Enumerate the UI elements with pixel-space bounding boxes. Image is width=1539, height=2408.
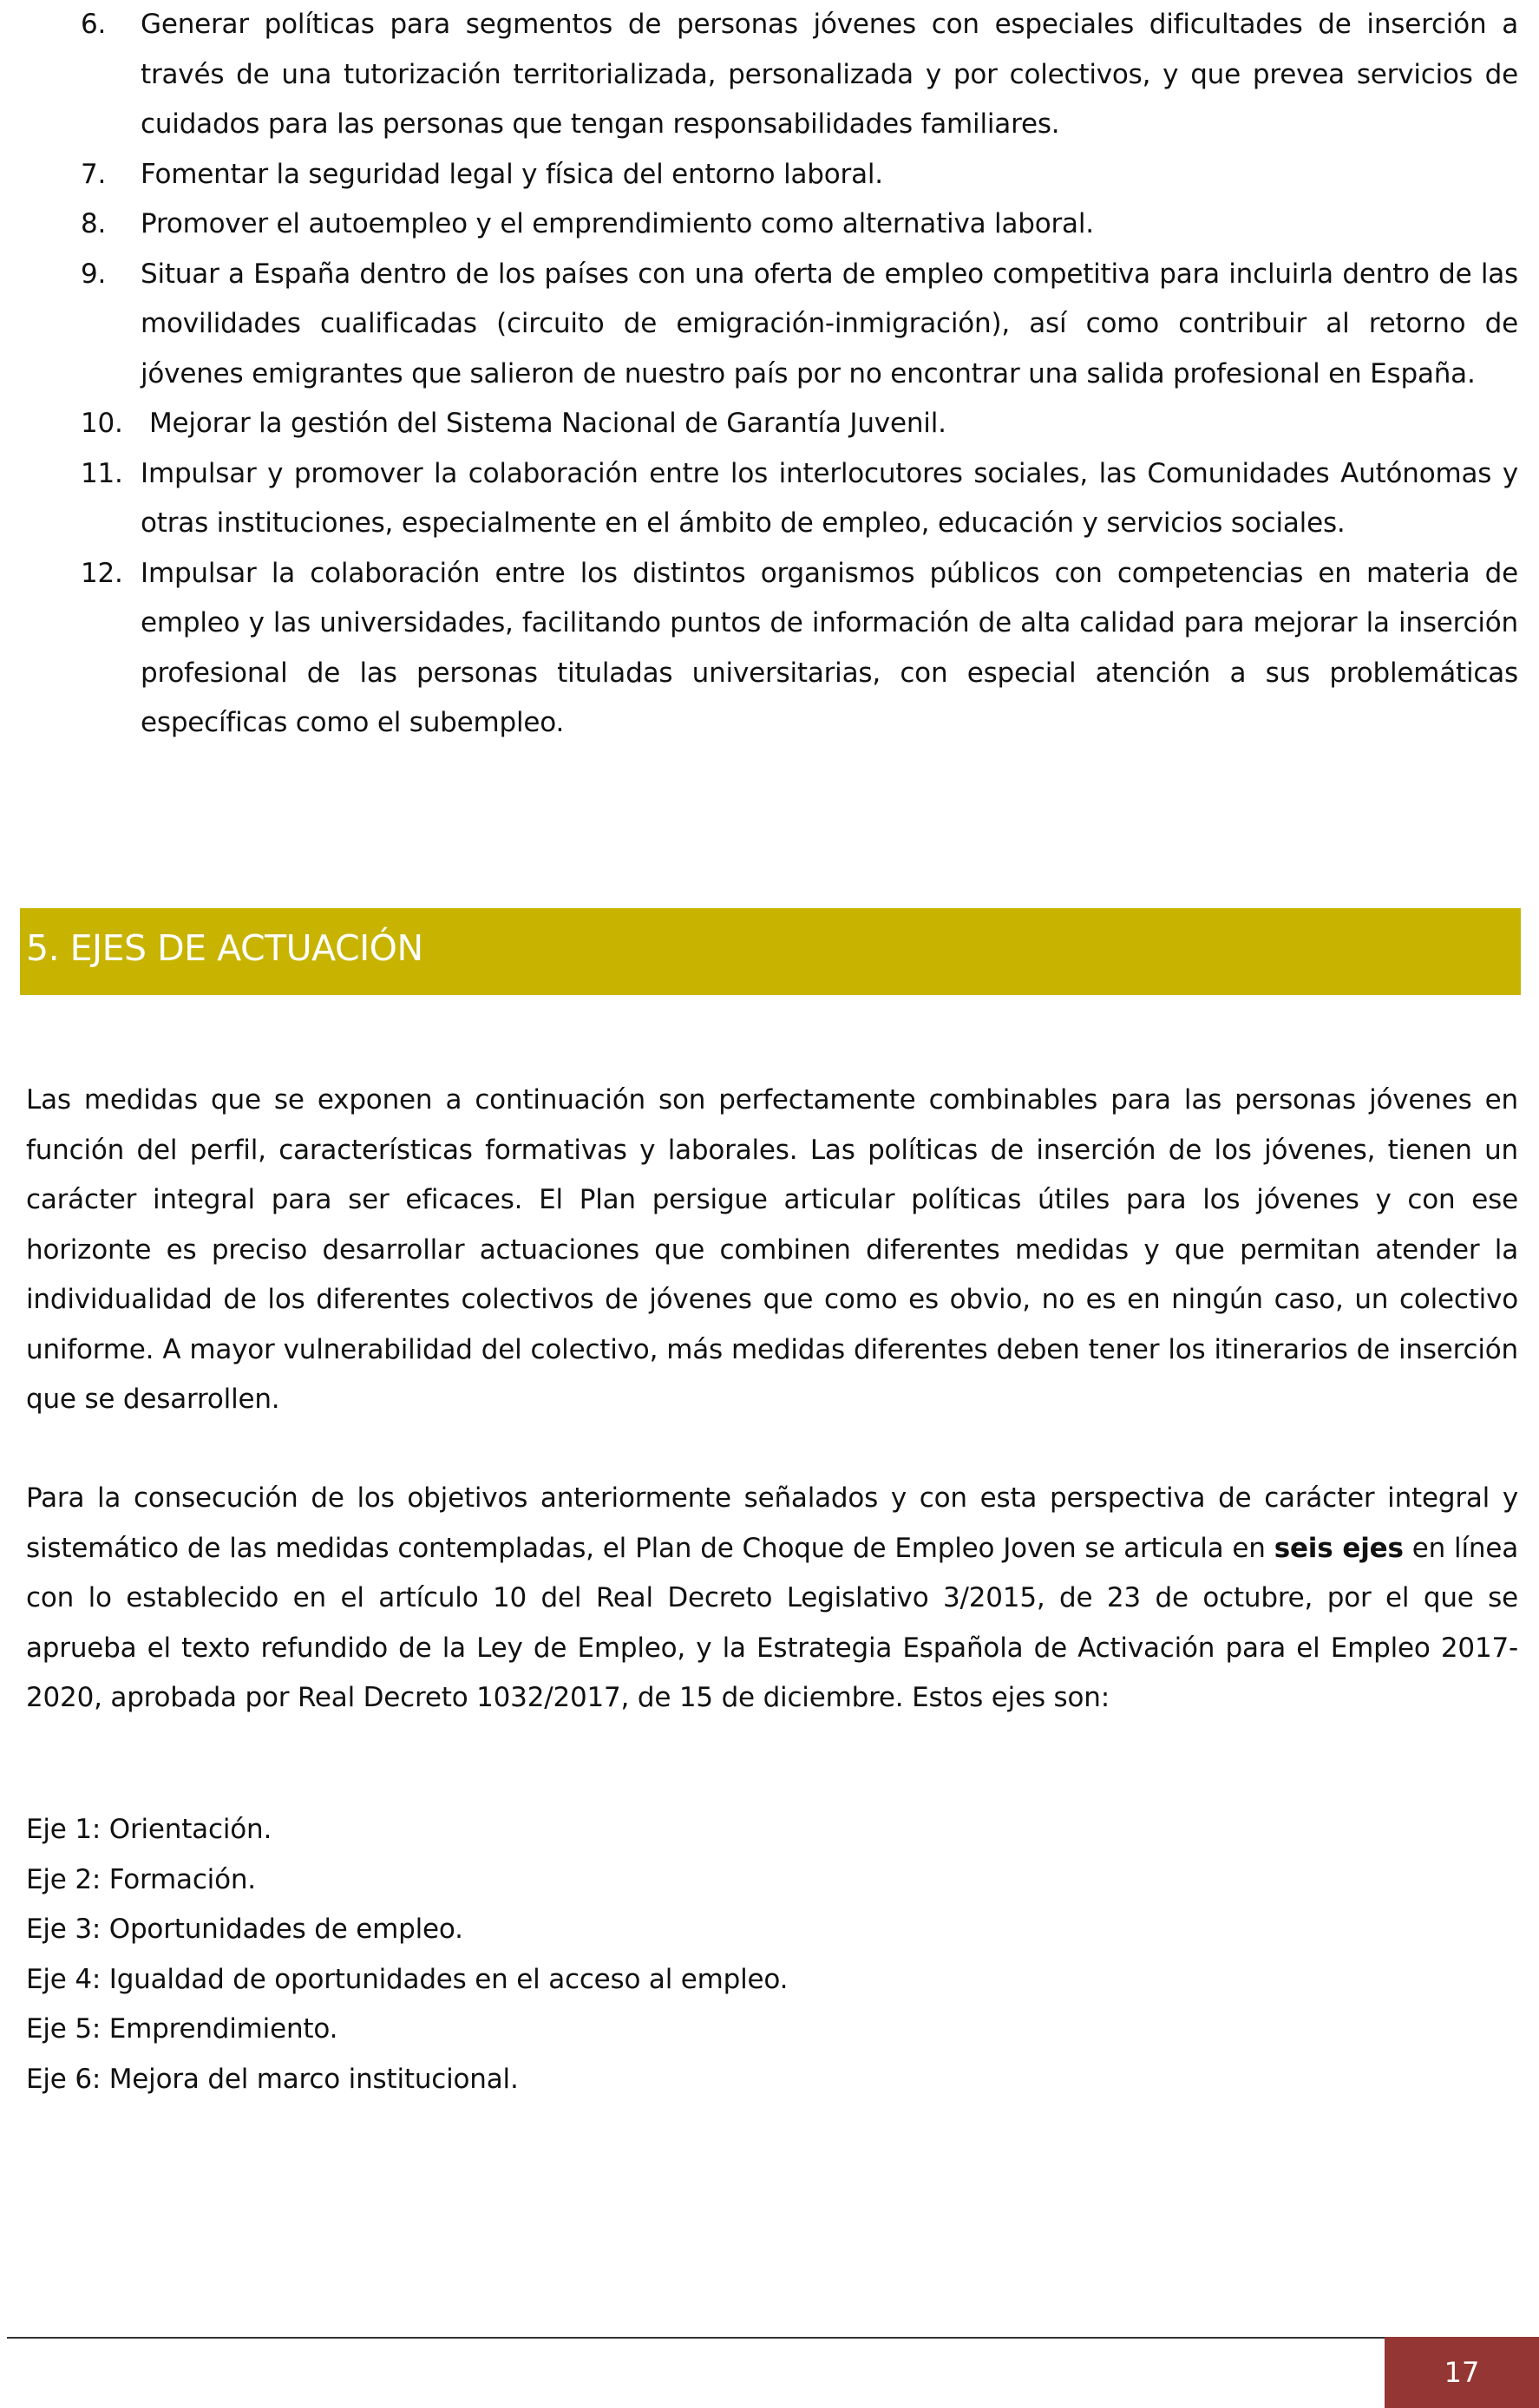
objective-number: 12. (81, 557, 123, 589)
footer-rule (7, 2337, 1386, 2339)
objective-number: 8. (81, 208, 107, 239)
objectives-list (26, 0, 1518, 749)
axis-item: Eje 2: Formación. (26, 1863, 256, 1895)
page-number: 17 (1385, 2337, 1539, 2408)
objective-item (26, 250, 1518, 400)
objective-number: 10. (81, 408, 123, 439)
objective-item (26, 399, 1518, 449)
objective-text: Impulsar y promover la colaboración entre los interlocutores sociales, las Comunidades Autónomas y otras instituciones, especialmente en el ámbito de empleo, educación y servicios sociales. (141, 457, 1518, 539)
objective-number: 9. (81, 258, 107, 290)
objective-item (26, 200, 1518, 250)
objective-text: Generar políticas para segmentos de personas jóvenes con especiales dificultades de inserción a través de una tutorización territorializada, personalizada y por colectivos, y que prevea servicios de cuidados para las personas que tengan responsabilidades familiares. (141, 9, 1518, 140)
paragraph-text: Para la consecución de los objetivos anteriormente señalados y con esta perspectiva de carácter integral y sistemático de las medidas contempladas, el Plan de Choque de Empleo Joven se articula en (26, 1482, 1518, 1564)
paragraph-text: en línea con lo establecido en el artículo 10 del Real Decreto Legislativo 3/2015, de 23 de octubre, por el que se aprueba el texto refundido de la Ley de Empleo, y la Estrategia Española de Activación para el Empleo 2017-2020, aprobada por Real Decreto 1032/2017, de 15 de diciembre. Estos ejes son: (26, 1532, 1518, 1713)
objective-text: Fomentar la seguridad legal y física del entorno laboral. (141, 158, 883, 190)
axis-item: Eje 6: Mejora del marco institucional. (26, 2063, 519, 2095)
bold-emphasis: seis ejes (1274, 1532, 1404, 1564)
body-paragraph: Las medidas que se exponen a continuación son perfectamente combinables para las personas jóvenes en función del perfil, características formativas y laborales. Las políticas de inserción de los jóvenes, tienen un carácter integral para ser eficaces. El Plan persigue articular políticas útiles para los jóvenes y con ese horizonte es preciso desarrollar actuaciones que combinen diferentes medidas y que permitan atender la individualidad de los diferentes colectivos de jóvenes que como es obvio, no es en ningún caso, un colectivo uniforme. A mayor vulnerabilidad del colectivo, más medidas diferentes deben tener los itinerarios de inserción que se desarrollen. (26, 1084, 1518, 1415)
objective-number: 6. (81, 9, 107, 40)
axis-item: Eje 1: Orientación. (26, 1814, 272, 1845)
axis-item: Eje 3: Oportunidades de empleo. (26, 1914, 463, 1945)
objective-number: 7. (81, 158, 107, 190)
objective-item (26, 150, 1518, 200)
objective-item (26, 449, 1518, 549)
objective-text: Impulsar la colaboración entre los distintos organismos públicos con competencias en materia de empleo y las universidades, facilitando puntos de información de alta calidad para mejorar la inserción profesional de las personas tituladas universitarias, con especial atención a sus problemáticas específicas como el subempleo. (141, 557, 1518, 738)
objective-text: Promover el autoempleo y el emprendimiento como alternativa laboral. (141, 208, 1094, 239)
objective-number: 11. (81, 457, 123, 489)
axis-item: Eje 4: Igualdad de oportunidades en el acceso al empleo. (26, 1963, 789, 1995)
objective-text: Mejorar la gestión del Sistema Nacional de Garantía Juvenil. (149, 408, 946, 439)
objective-item (26, 549, 1518, 749)
axis-item: Eje 5: Emprendimiento. (26, 2013, 338, 2045)
axes-list (26, 1805, 1518, 2104)
objective-text: Situar a España dentro de los países con una oferta de empleo competitiva para incluirla dentro de las movilidades cualificadas (circuito de emigración-inmigración), así como contribuir al retorno de jóvenes emigrantes que salieron de nuestro país por no encontrar una salida profesional en España. (141, 258, 1518, 389)
body-paragraph (26, 1474, 1518, 1724)
section-title: 5. EJES DE ACTUACIÓN (26, 927, 423, 969)
objective-item (26, 0, 1518, 150)
